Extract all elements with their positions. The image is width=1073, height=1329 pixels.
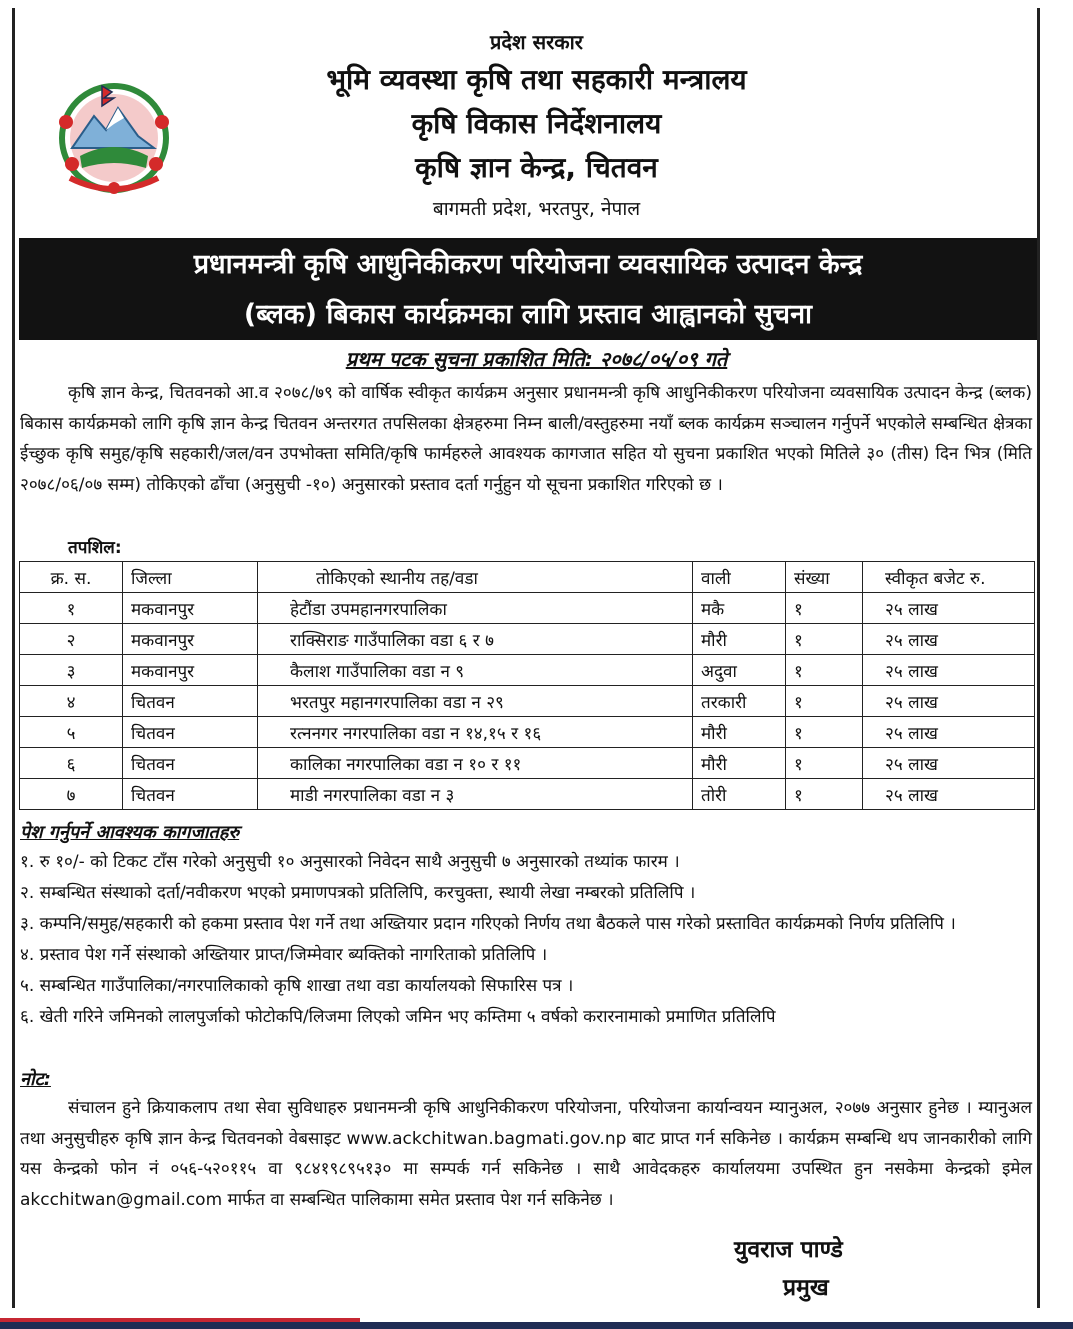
intro-paragraph: कृषि ज्ञान केन्द्र, चितवनको आ.व २०७८/७९ को वार्षिक स्वीकृत कार्यक्रम अनुसार प्रधानमन्त्री कृषि आधुनिकीकरण परियोजना व्यवसायिक उत्पादन केन्द्र (ब्लक) बिकास कार्यक्रमको लागि कृषि ज्ञान केन्द्र चितवन अन्तरगत तपसिलका क्षेत्रहरुमा निम्न बाली/वस्तुहरुमा नयाँ ब्लक कार्यक्रम सञ्चालन गर्नुपर्ने भएकोले सम्बन्धित क्षेत्रका ईच्छुक कृषि समुह/कृषि सहकारी/जल/वन उपभोक्ता समिति/कृषि फार्महरुले आवश्यक कागजात सहित यो सुचना प्रकाशित भएको मितिले ३० (तीस) दिन भित्र (मिति २०७८/०६/०७ सम्म) तोकिएको ढाँचा (अनुसुची -१०) अनुसारको प्रस्ताव दर्ता गर्नुहुन यो सूचना प्रकाशित गरिएको छ ।	[20, 383, 1032, 495]
cell-district: चितवन	[123, 717, 258, 748]
notice-title-line-1: प्रधानमन्त्री कृषि आधुनिकीकरण परियोजना व्यवसायिक उत्पादन केन्द्र	[193, 249, 863, 280]
table-row	[20, 624, 1035, 655]
cell-count: १	[786, 779, 863, 810]
cell-crop: तरकारी	[693, 686, 786, 717]
cell-serial: ५	[20, 717, 123, 748]
cell-serial: १	[20, 593, 123, 624]
cell-local-level: माडी नगरपालिका वडा न ३	[258, 779, 693, 810]
cell-budget: २५ लाख	[863, 717, 1035, 748]
requirements-title: पेश गर्नुपर्ने आवश्यक कागजातहरु	[20, 822, 240, 843]
col-header-crop: वाली	[693, 562, 786, 593]
cell-crop: तोरी	[693, 779, 786, 810]
table-row	[20, 717, 1035, 748]
cell-local-level: कालिका नगरपालिका वडा न १० र ११	[258, 748, 693, 779]
cell-serial: २	[20, 624, 123, 655]
cell-count: १	[786, 655, 863, 686]
details-label: तपशिल:	[68, 538, 122, 558]
cell-budget: २५ लाख	[863, 593, 1035, 624]
publication-date	[0, 345, 1073, 372]
col-header-serial: क्र. स.	[20, 562, 123, 593]
table-header-row	[20, 562, 1035, 593]
table-row	[20, 686, 1035, 717]
cell-budget: २५ लाख	[863, 655, 1035, 686]
requirement-item: १. रु १०/- को टिकट टाँस गरेको अनुसुची १० अनुसारको निवेदन साथै अनुसुची ७ अनुसारको तथ्यांक फारम ।	[20, 852, 680, 872]
cell-local-level: हेटौंडा उपमहानगरपालिका	[258, 593, 693, 624]
directorate-title: कृषि विकास निर्देशनालय	[411, 107, 662, 140]
cell-district: चितवन	[123, 779, 258, 810]
cell-budget: २५ लाख	[863, 779, 1035, 810]
requirement-item: २. सम्बन्धित संस्थाको दर्ता/नवीकरण भएको प्रमाणपत्रको प्रतिलिपि, करचुक्ता, स्थायी लेखा नम्बरको प्रतिलिपि ।	[20, 883, 696, 903]
cell-count: १	[786, 624, 863, 655]
cell-district: मकवानपुर	[123, 655, 258, 686]
publication-date-text: प्रथम पटक सुचना प्रकाशित मिति: २०७८/०५/०९ गते	[345, 347, 728, 371]
col-header-district: जिल्ला	[123, 562, 258, 593]
cell-crop: मौरी	[693, 624, 786, 655]
cell-budget: २५ लाख	[863, 748, 1035, 779]
block-program-table	[19, 561, 1035, 810]
cell-count: १	[786, 748, 863, 779]
cell-serial: ७	[20, 779, 123, 810]
col-header-budget: स्वीकृत बजेट रु.	[863, 562, 1035, 593]
cell-budget: २५ लाख	[863, 624, 1035, 655]
requirements-list	[20, 847, 1032, 1033]
cell-serial: ३	[20, 655, 123, 686]
cell-count: १	[786, 686, 863, 717]
cell-serial: ४	[20, 686, 123, 717]
table-row	[20, 593, 1035, 624]
note-title: नोट:	[20, 1069, 51, 1090]
requirement-item: ५. सम्बन्धित गाउँपालिका/नगरपालिकाको कृषि शाखा तथा वडा कार्यालयको सिफारिस पत्र ।	[20, 976, 574, 996]
col-header-local-level: तोकिएको स्थानीय तह/वडा	[258, 562, 693, 593]
office-title: कृषि ज्ञान केन्द्र, चितवन	[415, 151, 658, 184]
header-line-1: प्रदेश सरकार	[490, 30, 583, 54]
requirement-item: ६. खेती गरिने जमिनको लालपुर्जाको फोटोकपि/लिजमा लिएको जमिन भए कम्तिमा ५ वर्षको करारनामाको प्रमाणित प्रतिलिपि	[20, 1007, 776, 1027]
table-row	[20, 748, 1035, 779]
cell-district: मकवानपुर	[123, 624, 258, 655]
cell-crop: मौरी	[693, 717, 786, 748]
cell-count: १	[786, 593, 863, 624]
cell-crop: मकै	[693, 593, 786, 624]
cell-local-level: राक्सिराङ गाउँपालिका वडा ६ र ७	[258, 624, 693, 655]
cell-district: चितवन	[123, 686, 258, 717]
col-header-count: संख्या	[786, 562, 863, 593]
notice-title-banner	[19, 238, 1037, 340]
cell-district: चितवन	[123, 748, 258, 779]
requirement-item: ३. कम्पनि/समुह/सहकारी को हकमा प्रस्ताव पेश गर्ने तथा अख्तियार प्रदान गरिएको निर्णय तथा बैठकले पास गरेको प्रस्तावित कार्यक्रमको निर्णय प्रतिलिपि ।	[20, 914, 956, 934]
cell-district: मकवानपुर	[123, 593, 258, 624]
cell-local-level: कैलाश गाउँपालिका वडा न ९	[258, 655, 693, 686]
ministry-title: भूमि व्यवस्था कृषि तथा सहकारी मन्त्रालय	[326, 63, 747, 96]
cell-serial: ६	[20, 748, 123, 779]
cell-crop: अदुवा	[693, 655, 786, 686]
footer-bar	[0, 1322, 1073, 1329]
note-paragraph: संचालन हुने क्रियाकलाप तथा सेवा सुविधाहरु प्रधानमन्त्री कृषि आधुनिकीकरण परियोजना, परियोजना कार्यान्वयन म्यानुअल, २०७७ अनुसार हुनेछ । म्यानुअल तथा अनुसुचीहरु कृषि ज्ञान केन्द्र चितवनको वेबसाइट www.ackchitwan.bagmati.gov.np बाट प्राप्त गर्न सकिनेछ । कार्यक्रम सम्बन्धि थप जानकारीको लागि यस केन्द्रको फोन नं ०५६-५२०११५ वा ९८४१९८९५१३० मा सम्पर्क गर्न सकिनेछ । साथै आवेदकहरु कार्यालयमा उपस्थित हुन नसकेमा केन्द्रको इमेल akcchitwan@gmail.com मार्फत वा सम्बन्धित पालिकामा समेत प्रस्ताव पेश गर्न सकिनेछ ।	[20, 1098, 1032, 1210]
signatory-title: प्रमुख	[783, 1275, 829, 1301]
office-address: बागमती प्रदेश, भरतपुर, नेपाल	[432, 198, 641, 220]
table-row	[20, 779, 1035, 810]
cell-count: १	[786, 717, 863, 748]
table-row	[20, 655, 1035, 686]
signatory-name: युवराज पाण्डे	[734, 1237, 843, 1263]
requirement-item: ४. प्रस्ताव पेश गर्ने संस्थाको अख्तियार प्राप्त/जिम्मेवार ब्यक्तिको नागरिताको प्रतिलिपि ।	[20, 945, 548, 965]
cell-local-level: रत्ननगर नगरपालिका वडा न १४,१५ र १६	[258, 717, 693, 748]
cell-local-level: भरतपुर महानगरपालिका वडा न २९	[258, 686, 693, 717]
cell-crop: मौरी	[693, 748, 786, 779]
notice-title-line-2: (ब्लक) बिकास कार्यक्रमका लागि प्रस्ताव आह्वानको सुचना	[243, 299, 813, 330]
cell-budget: २५ लाख	[863, 686, 1035, 717]
